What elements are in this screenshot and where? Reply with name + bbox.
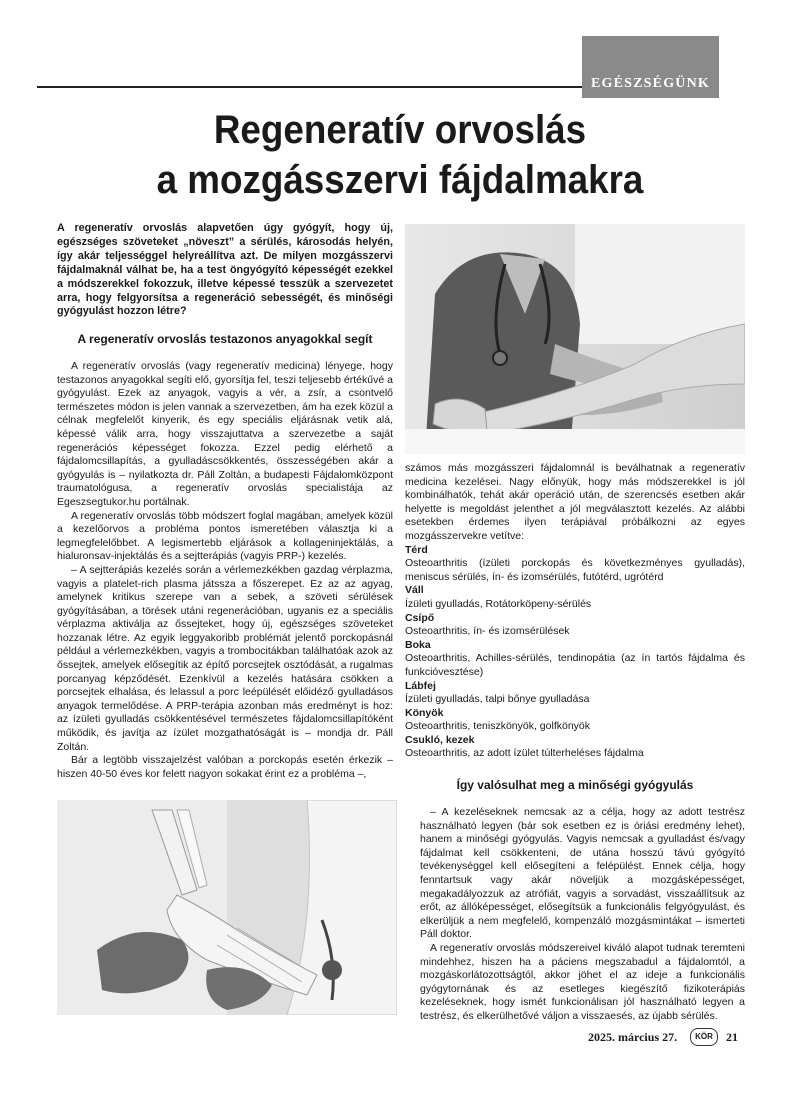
page-number: 21 (726, 1030, 738, 1044)
page-footer (560, 1030, 746, 1046)
body-paragraph: számos más mozgásszeri fájdalomnál is beválhatnak a regeneratív medicina kezelései. Nagy előnyük, hogy más módszerekkel is jól kombinálhatók, tehát akár operáció után, de szerencsés esetben akár helyette is megoldást jelenthet a jól megválasztott kezelés. Az alábbi esetekben érdemes ilyen terápiával próbálkozni az egyes mozgásszervekre vetítve: (405, 462, 745, 542)
body-column-left (57, 360, 393, 781)
body-paragraph: Bár a legtöbb visszajelzést valóban a porckopás esetén érkezik – hiszen 40-50 éves kor felett nagyon sokakat érint ez a probléma –, (57, 754, 393, 780)
header-rule (37, 86, 582, 88)
condition-desc: Osteoarthritis, teniszkönyök, golfkönyök (405, 720, 591, 733)
condition-area: Boka (405, 638, 431, 651)
lead-paragraph (57, 222, 393, 319)
condition-area: Könyök (405, 706, 444, 719)
publication-logo: KÖR (690, 1028, 718, 1046)
foot-skeleton-model-photo (57, 800, 397, 1015)
condition-area: Csukló, kezek (405, 733, 475, 746)
subhead-testazonos: A regeneratív orvoslás testazonos anyagokkal segít (77, 332, 373, 346)
doctor-examining-leg-photo (405, 224, 745, 454)
condition-desc: Osteoarthritis, Achilles-sérülés, tendinopátia (az ín tartós fájdalma és funkcióvesztése) (405, 652, 745, 678)
condition-area: Váll (405, 584, 424, 597)
issue-date: 2025. március 27. (588, 1030, 678, 1044)
headline-line-2: a mozgásszervi fájdalmakra (156, 158, 644, 202)
condition-area: Térd (405, 543, 428, 556)
body-paragraph: A regeneratív orvoslás módszereivel kiváló alapot tudnak teremteni mindehhez, hiszen ha a páciens megszabadul a fájdalomtól, a mozgáskorlátozottságtól, akkor jöhet el az ideje a funkcionális gyógytornának és az esetleges kiegészítő fizikoterápiás kezeléseknek, hogy ismét funkcionálisan jól használható legyen a testrész, és elkerülhetővé váljon a visszaesés, az újabb sérülés. (420, 941, 745, 1022)
doctor-leg-illustration (405, 224, 745, 454)
body-column-right (405, 462, 745, 761)
body-paragraph: A regeneratív orvoslás (vagy regeneratív medicina) lényege, hogy testazonos anyagokkal segíti elő, gyorsítja fel, teszi teljesebb értékűvé a gyógyulást. Ezek az anyagok, vagyis a vér, a zsír, a csontvelő természetes módon is jelen vannak a szervezetben, ám ha ezek közül a célnak megfelelőt kinyerik, és egy speciális eljárásnak vetik alá, képessé válik arra, hogy visszajuttatva a szervezetbe a saját regenerációs képességet fokozza. Ezzel pedig elérhető a fájdalomcsillapítás, a gyulladáscsökkentés, összességében akár a gyógyulás is – nyilatkozta dr. Páll Zoltán, a budapesti Fájdalomközpont traumatológusa, a regeneratív orvoslás specialistája az Egeszsegtukor.hu portálnak. (57, 360, 393, 508)
section-tag-label: EGÉSZSÉGÜNK (590, 76, 710, 91)
condition-desc: Osteoarthritis, az adott ízület túlterheléses fájdalma (405, 747, 644, 760)
headline-line-1: Regeneratív orvoslás (213, 108, 587, 152)
condition-area: Csípő (405, 611, 435, 624)
body-paragraph: – A kezeléseknek nemcsak az a célja, hogy az adott testrész használható legyen (bár sok esetben ez is óriási eredmény lehet), hanem a minőségi gyógyulás. Vagyis nemcsak a gyulladást és/vagy fájdalmat kell csökkenteni, de utána hosszú távú gyógyító tevékenységgel kell elősegíteni a felépülést. Ennek célja, hogy fenntartsuk vagy akár növeljük a mozgásképességet, megakadályozzuk az atrófiát, vagyis a sorvadást, visszaállítsuk az erőt, az állóképességet, elősegítsük a funkcionális felgyógyulást, és elkerüljük a nem megfelelő, kompenzáló mozgásmintákat – ismerteti Páll doktor. (420, 806, 745, 941)
condition-desc: Osteoarthritis, ín- és izomsérülések (405, 625, 570, 638)
condition-area: Lábfej (405, 679, 436, 692)
body-paragraph: A regeneratív orvoslás több módszert foglal magában, amelyek közül a kezelőorvos a probléma pontos ismeretében választja ki a legmegfelelőbbet. A legismertebb eljárások a kollageninjektálás, a hialuronsav-injektálás és a sejtterápiás (vagyis PRP-) kezelés. (57, 509, 393, 563)
body-paragraph: – A sejtterápiás kezelés során a vérlemezkékben gazdag vérplazma, vagyis a platelet-rich plasma játssza a főszerepet. Ez az az agyag, amelynek kritikus szerepe van a sebek, a szöveti sérülések gyógyításában, a törések utáni regenerációban, ugyanis ez a speciális vérplazma aktiválja az őssejteket, hogy új, egészséges szöveteket hozzanak létre. Az egyik leggyakoribb problémát jelentő porckopásnál például a vérlemezkékben, vagyis a trombocitákban találhatóak azok az őssejtek, amelyek elősegítik az építő porcsejtek osztódását, a rugalmas porcanyag képződését. Ezenkívül a kezelés hatására csökken a porcsejtek elhalása, és lelassul a porc leépülését előidéző gyulladásos anyagok termelődése. A PRP-terápia azonban más eredményt is hoz: az ízületi gyulladás csökkentésével természetes fájdalomcsillapítóként működik, és javítja az ízület mozgathatóságát is – mondja dr. Páll Zoltán. (57, 563, 393, 753)
condition-desc: Osteoarthritis (ízületi porckopás és következményes gyulladás), meniscus sérülés, ín- és izomsérülés, futótérd, ugrótérd (405, 557, 745, 583)
foot-skeleton-illustration (57, 800, 397, 1015)
lead-text: A regeneratív orvoslás alapvetően úgy gyógyít, hogy új, egészséges szöveteket „növeszt” a sérülés, károsodás helyén, így akár teljességgel helyreállítva azt. De milyen mozgásszervi fájdalmaknál válhat be, ha a test öngyógyító képességét ezekkel a módszerekkel fokozzuk, illetve képessé tesszük a szervezetet arra, hogy felgyorsítsa a regeneráció sebességét, és minőségi gyógyulást hozzon létre? (57, 222, 393, 318)
subhead-minosegi-gyogyulas: Így valósulhat meg a minőségi gyógyulás (456, 778, 694, 792)
condition-desc: Ízületi gyulladás, talpi bőnye gyulladása (405, 693, 590, 706)
condition-desc: Ízületi gyulladás, Rotátorköpeny-sérülés (405, 597, 592, 610)
body-column-right-bottom (420, 806, 745, 1024)
section-tag (582, 36, 719, 98)
